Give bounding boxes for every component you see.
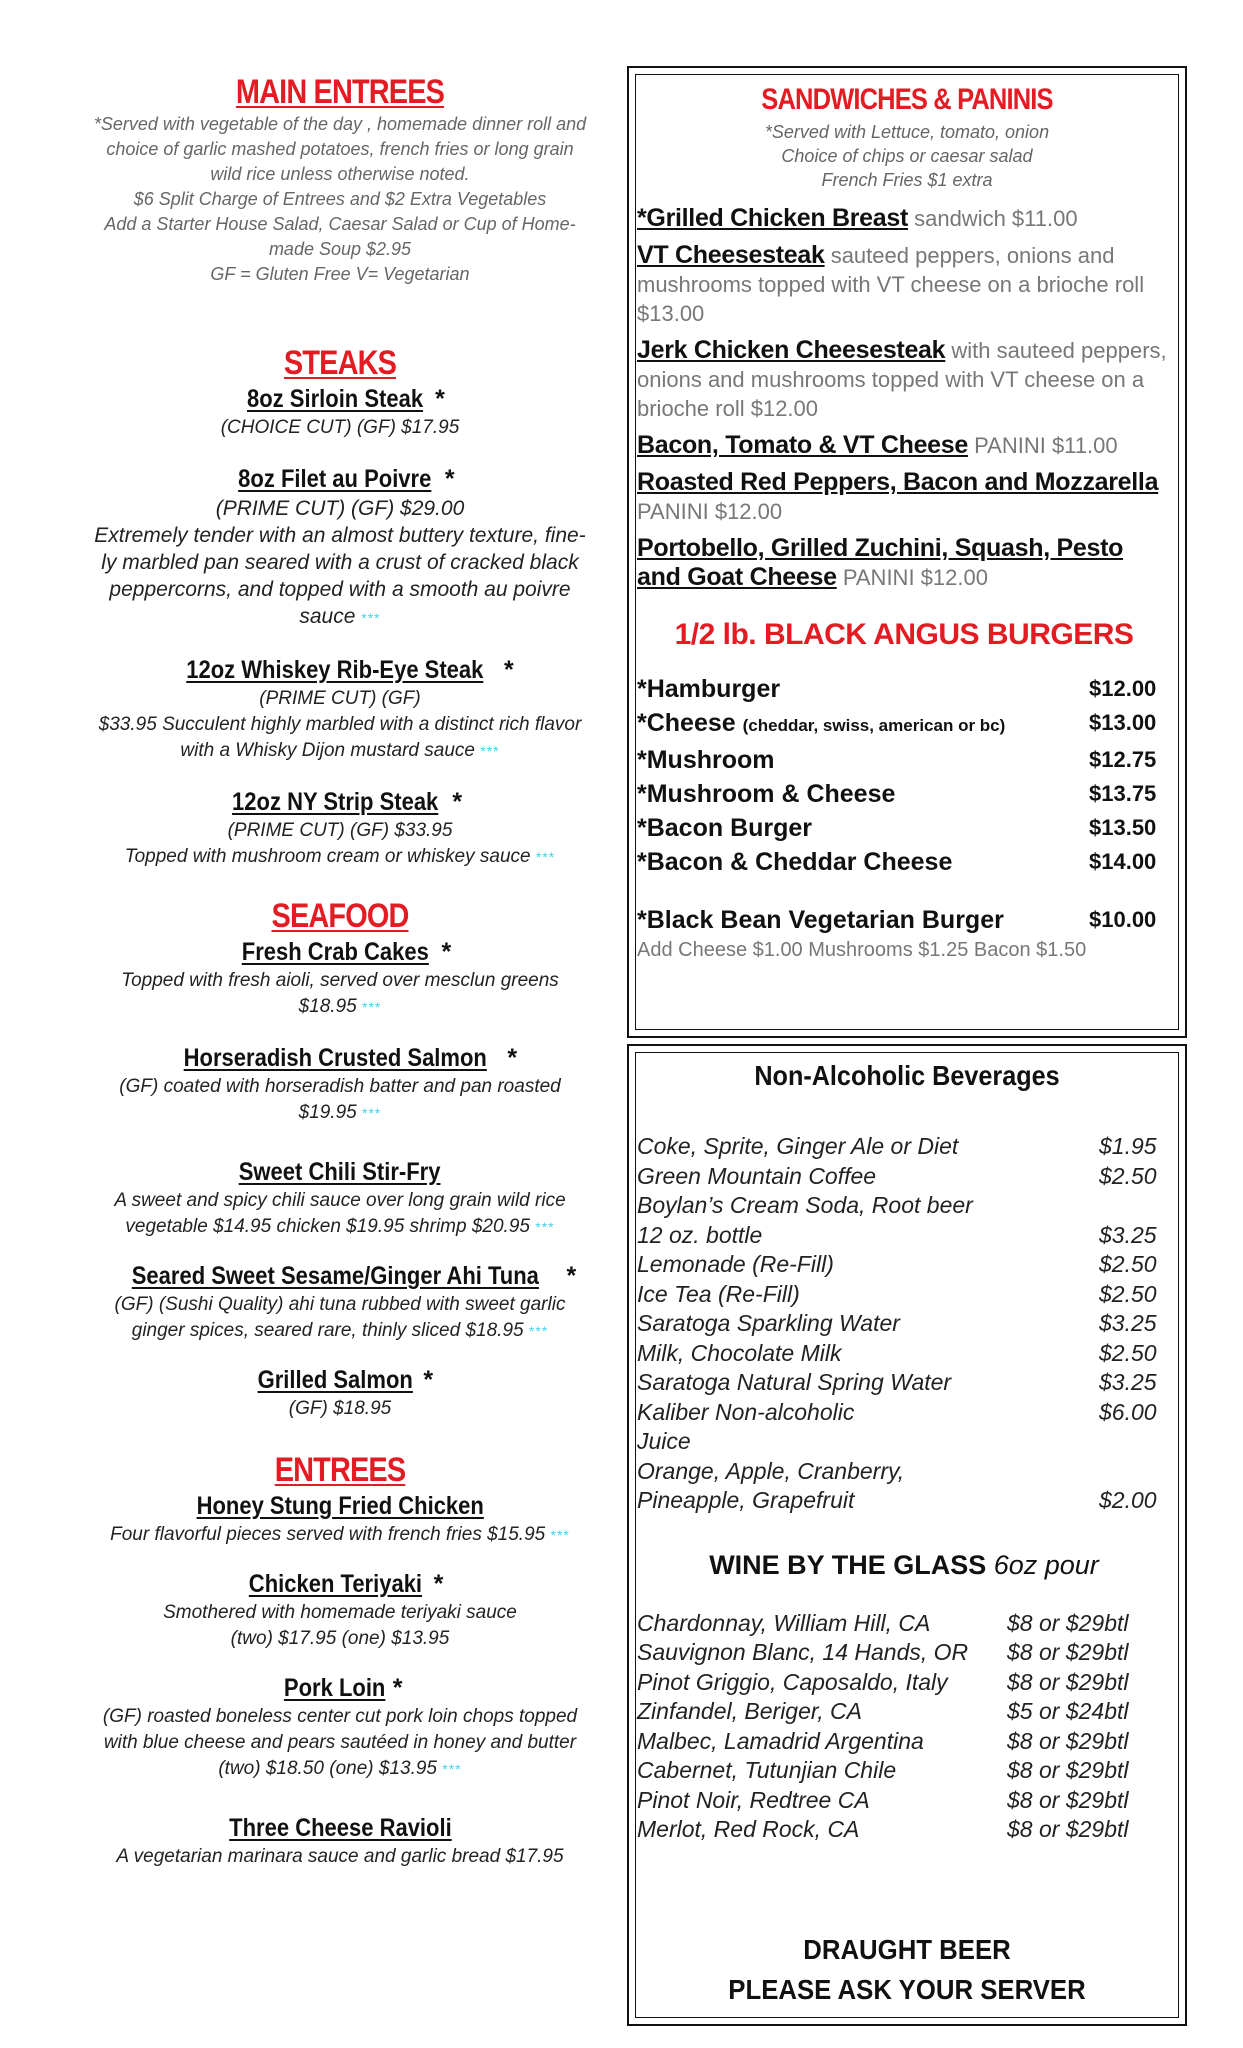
menu-item (70, 786, 610, 870)
beverage-row (637, 1191, 1171, 1221)
beverage-price (1099, 1457, 1171, 1487)
beverage-price (1099, 1191, 1171, 1221)
wine-price: $8 or $29btl (1007, 1639, 1129, 1665)
menu-item-stars: *** (535, 1219, 555, 1235)
menu-item (70, 936, 610, 1020)
wine-row (637, 1786, 1171, 1816)
sandwich-desc: PANINI $12.00 (836, 565, 988, 590)
wine-row (637, 1756, 1171, 1786)
menu-item-title-line (70, 936, 610, 968)
sandwich-item (637, 431, 1171, 460)
menu-item-desc-text: A vegetarian marinara sauce and garlic bread $17.95 (116, 1846, 564, 1867)
menu-item-desc-text: (CHOICE CUT) (GF) $17.95 (220, 417, 460, 438)
menu-item-name: 8oz Filet au Poivre (238, 465, 432, 493)
menu-item-name: Three Cheese Ravioli (228, 1814, 452, 1842)
menu-item-title-line (70, 1812, 610, 1844)
burger-name: *Bacon Burger (637, 814, 813, 842)
burger-options: (cheddar, swiss, american or bc) (742, 716, 1006, 735)
menu-item-desc (70, 495, 610, 632)
sandwich-desc: sandwich $11.00 (907, 206, 1078, 231)
menu-item-title-line (70, 1672, 610, 1704)
beverage-name: Ice Tea (Re-Fill) (637, 1280, 800, 1307)
menu-item-desc (70, 1522, 610, 1548)
menu-item-stars: *** (480, 743, 500, 759)
sandwich-item (637, 336, 1171, 423)
burger-price: $12.75 (1089, 747, 1157, 772)
wine-price: $8 or $29btl (1007, 1786, 1129, 1813)
burger-row (637, 672, 1171, 706)
beverage-name: 12 oz. bottle (637, 1221, 763, 1248)
menu-item (70, 1156, 610, 1240)
menu-item-desc (70, 1600, 610, 1652)
menu-item-stars: *** (362, 999, 382, 1015)
wine-row (637, 1638, 1171, 1668)
menu-item-mark: * (435, 385, 445, 413)
menu-item-desc-text: (GF) (Sushi Quality) ahi tuna rubbed with sweet garlic ginger spices, seared rare, thinly sliced $18.95 (114, 1294, 566, 1341)
menu-item (70, 383, 610, 441)
menu-item (70, 1364, 610, 1422)
beverage-price: $2.00 (1099, 1487, 1157, 1513)
menu-item-desc-text: (PRIME CUT) (GF) $33.95 Topped with mushroom cream or whiskey sauce (124, 820, 531, 867)
sandwich-name: Jerk Chicken Cheesesteak (637, 336, 946, 364)
menu-item-name: Chicken Teriyaki (248, 1570, 422, 1598)
beverage-name: Boylan’s Cream Soda, Root beer (637, 1192, 973, 1218)
sandwich-name: VT Cheesesteak (637, 241, 825, 269)
beverages-list (637, 1132, 1171, 1845)
wine-row (637, 1697, 1171, 1727)
steaks-title: STEAKS (283, 344, 397, 382)
menu-item (70, 1490, 610, 1548)
burger-addons: Add Cheese $1.00 Mushrooms $1.25 Bacon $1.50 (637, 939, 1087, 961)
menu-item-mark: * (433, 1570, 444, 1598)
sandwich-name: Portobello, Grilled Zuchini, Squash, Pesto and Goat Cheese (637, 534, 1124, 591)
sandwich-item (637, 204, 1171, 233)
beverage-price: $2.50 (1099, 1280, 1157, 1307)
sandwiches-note: *Served with Lettuce, tomato, onion Choice of chips or caesar salad French Fries $1 extra (764, 122, 1050, 190)
wine-row (637, 1727, 1171, 1757)
beverage-row (637, 1368, 1171, 1398)
sandwiches-box (627, 66, 1187, 1038)
menu-item-stars: *** (442, 1761, 462, 1777)
beverage-row (637, 1250, 1171, 1280)
sandwich-item (637, 534, 1171, 592)
burger-name-group (637, 845, 952, 879)
menu-item (70, 1042, 610, 1126)
menu-item-desc (70, 1844, 610, 1870)
menu-item (70, 463, 610, 632)
entrees-list (70, 1490, 610, 1870)
wine-name: Sauvignon Blanc, 14 Hands, OR (637, 1639, 969, 1665)
burger-name: *Cheese (637, 709, 736, 737)
menu-item (70, 654, 610, 764)
menu-item-name: Sweet Chili Stir-Fry (239, 1158, 441, 1186)
beverage-row (637, 1162, 1171, 1192)
beverages-title: Non-Alcoholic Beverages (754, 1060, 1060, 1091)
menu-item-name: Pork Loin (284, 1674, 386, 1702)
beverage-name: Coke, Sprite, Ginger Ale or Diet (637, 1133, 959, 1159)
menu-item-name: Grilled Salmon (257, 1366, 413, 1394)
menu-item-mark: * (423, 1366, 434, 1394)
wine-name: Cabernet, Tutunjian Chile (637, 1757, 897, 1783)
menu-item (70, 1260, 610, 1344)
steaks-list (70, 383, 610, 870)
beverage-name: Milk, Chocolate Milk (637, 1339, 842, 1366)
sandwiches-header (629, 80, 1185, 192)
wine-subtitle: 6oz pour (986, 1549, 1099, 1580)
wine-price: $8 or $29btl (1007, 1727, 1129, 1754)
menu-item-name: 12oz Whiskey Rib-Eye Steak (186, 656, 484, 684)
beverage-name: Orange, Apple, Cranberry, (637, 1457, 905, 1484)
burger-price: $13.50 (1089, 815, 1157, 840)
sandwich-desc: sauteed peppers, onions and mushrooms topped with VT cheese on a brioche roll $13.00 (637, 243, 1145, 326)
burger-name-group (637, 743, 775, 777)
wine-price: $5 or $24btl (1007, 1698, 1129, 1724)
menu-item-name: Fresh Crab Cakes (241, 938, 429, 966)
menu-item-name: 12oz NY Strip Steak (232, 788, 439, 816)
beverage-row (637, 1280, 1171, 1310)
burger-name-group (637, 706, 1005, 743)
menu-item-stars: *** (550, 1527, 570, 1543)
veg-burger-price: $10.00 (1089, 907, 1157, 932)
beverage-row (637, 1457, 1171, 1487)
menu-item-stars: *** (528, 1323, 549, 1339)
seafood-title: SEAFOOD (271, 897, 409, 935)
menu-item-stars: *** (535, 849, 556, 865)
menu-item-mark: * (441, 938, 452, 966)
menu-item-desc-text: (GF) roasted boneless center cut pork loin chops topped with blue cheese and pears sautéed in honey and butter (two) $18.50 (one) $13.95 (102, 1706, 578, 1779)
burger-row (637, 743, 1171, 777)
beverage-row (637, 1398, 1171, 1428)
entrees-title: ENTREES (274, 1451, 406, 1489)
beverage-row (637, 1486, 1171, 1516)
beverage-row (637, 1132, 1171, 1162)
sandwiches-title: SANDWICHES & PANINIS (761, 83, 1053, 116)
beer-notice (651, 1930, 1163, 2010)
wine-title: WINE BY THE GLASS (709, 1549, 987, 1580)
menu-item (70, 1812, 610, 1870)
beverage-price: $2.50 (1099, 1251, 1157, 1277)
menu-item-name: Honey Stung Fried Chicken (196, 1492, 484, 1520)
burger-price: $13.00 (1089, 710, 1157, 735)
menu-item-name: Horseradish Crusted Salmon (183, 1044, 487, 1072)
burgers-title: 1/2 lb. BLACK ANGUS BURGERS (674, 618, 1134, 651)
wine-name: Pinot Noir, Redtree CA (637, 1786, 870, 1813)
menu-item-desc-text: (PRIME CUT) (GF) $33.95 Succulent highly marbled with a distinct rich flavor with a Whisky Dijon mustard sauce (98, 688, 582, 761)
beverage-price: $3.25 (1099, 1221, 1157, 1248)
beverage-price: $2.50 (1099, 1162, 1157, 1189)
wine-price: $8 or $29btl (1007, 1609, 1129, 1636)
veg-burger-name: *Black Bean Vegetarian Burger (637, 906, 1004, 934)
burger-price: $12.00 (1089, 676, 1157, 701)
sandwich-desc: PANINI $11.00 (968, 433, 1118, 458)
wine-row (637, 1609, 1171, 1639)
menu-item (70, 1568, 610, 1652)
burger-name: *Mushroom & Cheese (637, 780, 896, 808)
main-entrees-title: MAIN ENTREES (235, 73, 445, 111)
wine-price: $8 or $29btl (1007, 1668, 1129, 1695)
menu-item-desc (70, 1074, 610, 1126)
menu-item-mark: * (392, 1674, 403, 1702)
beer-line-2: PLEASE ASK YOUR SERVER (728, 1974, 1086, 2005)
wine-row (637, 1668, 1171, 1698)
menu-item-desc-text: (GF) coated with horseradish batter and pan roasted $19.95 (119, 1076, 561, 1123)
menu-item-desc (70, 1704, 610, 1782)
beverages-box (627, 1044, 1187, 2026)
wine-price: $8 or $29btl (1007, 1816, 1129, 1842)
menu-item-desc (70, 1188, 610, 1240)
menu-item-desc-text: (GF) $18.95 (288, 1398, 392, 1419)
sandwich-name: Roasted Red Peppers, Bacon and Mozzarella (637, 468, 1159, 496)
menu-item-name: 8oz Sirloin Steak (247, 385, 424, 413)
wine-items (637, 1609, 1171, 1845)
burger-name-group (637, 811, 812, 845)
wine-row (637, 1815, 1171, 1845)
menu-item-desc (70, 818, 610, 870)
menu-item-desc-text: Smothered with homemade teriyaki sauce (two) $17.95 (one) $13.95 (163, 1602, 517, 1649)
beverage-name: Green Mountain Coffee (637, 1162, 877, 1189)
sandwich-item (637, 468, 1171, 526)
sandwich-desc: PANINI $12.00 (637, 499, 783, 524)
burger-row (637, 706, 1171, 743)
beverage-name: Saratoga Natural Spring Water (637, 1369, 952, 1395)
menu-item-title-line (70, 1042, 610, 1074)
beverage-price (1099, 1427, 1171, 1457)
sandwiches-list (637, 204, 1171, 963)
menu-item-title-line (70, 654, 610, 686)
beverage-price: $3.25 (1099, 1310, 1157, 1336)
menu-item-name: Seared Sweet Sesame/Ginger Ahi Tuna (131, 1262, 539, 1290)
menu-item-title-line (70, 1568, 610, 1600)
menu-item-title-line (70, 383, 610, 415)
menu-item (70, 1672, 610, 1782)
burger-items (637, 672, 1171, 879)
wine-price: $8 or $29btl (1007, 1757, 1129, 1783)
burger-row (637, 811, 1171, 845)
main-entrees-note: *Served with vegetable of the day , homemade dinner roll and choice of garlic mashed potatoes, french fries or long grain wild rice unless otherwise noted. $6 Split Charge of Entrees and $2 Extra Vegetables Add a Starter House Salad, Caesar Salad or Cup of Home- made Soup $2.95 GF = Gluten Free V= Vegetarian (93, 114, 587, 284)
beverage-name: Lemonade (Re-Fill) (637, 1251, 834, 1277)
menu-item-title-line (70, 1364, 610, 1396)
beverage-price: $6.00 (1099, 1398, 1157, 1425)
burger-name-group (637, 777, 895, 811)
menu-item-mark: * (507, 1044, 518, 1072)
menu-item-title-line (70, 1156, 610, 1188)
burger-price: $13.75 (1089, 781, 1157, 806)
menu-item-mark: * (452, 788, 463, 816)
beverage-name: Saratoga Sparkling Water (637, 1310, 900, 1336)
menu-item-mark: * (566, 1262, 577, 1290)
menu-item-desc-text: Topped with fresh aioli, served over mesclun greens $18.95 (121, 970, 559, 1017)
menu-item-title-line (70, 463, 610, 495)
burger-name: *Mushroom (637, 746, 775, 774)
sandwich-name: *Grilled Chicken Breast (637, 204, 908, 232)
menu-item-desc (70, 1292, 610, 1344)
menu-item-desc-text: A sweet and spicy chili sauce over long grain wild rice vegetable $14.95 chicken $19.95 shrimp $20.95 (114, 1190, 566, 1237)
menu-item-desc-text: (PRIME CUT) (GF) $29.00 Extremely tender with an almost buttery texture, fine- ly marbled pan seared with a crust of cracked black peppercorns, and topped with a smooth au poivre sauce (94, 497, 586, 628)
menu-item-title-line (70, 786, 610, 818)
beverage-row (637, 1427, 1171, 1457)
beverage-row (637, 1339, 1171, 1369)
beverage-price: $2.50 (1099, 1339, 1157, 1366)
sandwich-name: Bacon, Tomato & VT Cheese (637, 431, 968, 459)
menu-item-desc (70, 415, 610, 441)
beverage-items (637, 1132, 1171, 1516)
sandwich-desc: with sauteed peppers, onions and mushrooms topped with VT cheese on a brioche roll $12.00 (637, 338, 1167, 421)
sandwich-item (637, 241, 1171, 328)
beverage-row (637, 1221, 1171, 1251)
left-column (70, 72, 610, 1870)
burger-name: *Bacon & Cheddar Cheese (637, 848, 953, 876)
wine-title-row (637, 1550, 1171, 1581)
wine-name: Chardonnay, William Hill, CA (637, 1609, 931, 1636)
menu-item-title-line (70, 1490, 610, 1522)
beverage-name: Kaliber Non-alcoholic (637, 1398, 855, 1425)
burger-name: *Hamburger (637, 675, 781, 703)
wine-name: Merlot, Red Rock, CA (637, 1816, 860, 1842)
wine-name: Malbec, Lamadrid Argentina (637, 1727, 924, 1754)
wine-name: Pinot Griggio, Caposaldo, Italy (637, 1668, 948, 1695)
menu-item-title-line (70, 1260, 610, 1292)
beer-line-1: DRAUGHT BEER (803, 1934, 1011, 1965)
menu-item-desc (70, 1396, 610, 1422)
burger-row (637, 777, 1171, 811)
beverage-price: $1.95 (1099, 1133, 1157, 1159)
menu-item-mark: * (503, 656, 514, 684)
menu-item-desc (70, 686, 610, 764)
burger-name-group (637, 672, 780, 706)
seafood-list (70, 936, 610, 1422)
beverage-price: $3.25 (1099, 1369, 1157, 1395)
menu-item-mark: * (444, 465, 455, 493)
menu-item-desc (70, 968, 610, 1020)
menu-item-stars: *** (361, 610, 381, 626)
menu-item-desc-text: Four flavorful pieces served with french fries $15.95 (110, 1524, 546, 1545)
menu-item-stars: *** (362, 1105, 382, 1121)
beverage-name: Pineapple, Grapefruit (637, 1487, 855, 1513)
veg-burger-row (637, 903, 1171, 937)
wine-name: Zinfandel, Beriger, CA (637, 1698, 863, 1724)
sandwich-items (637, 204, 1171, 592)
beverage-name: Juice (637, 1428, 691, 1454)
burger-price: $14.00 (1089, 849, 1157, 874)
burger-row (637, 845, 1171, 879)
beverage-row (637, 1309, 1171, 1339)
